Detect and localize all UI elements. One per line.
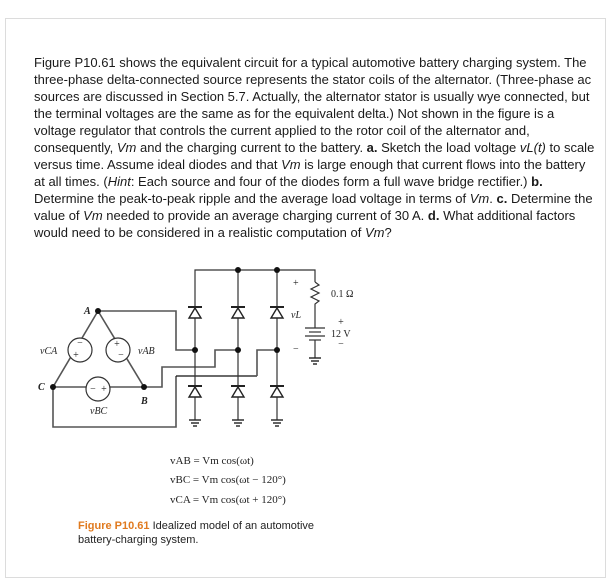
vab-plus: +	[114, 339, 120, 350]
equation-vbc: vBC = Vm cos(ωt − 120°)	[170, 474, 286, 486]
ground-icon	[189, 420, 201, 426]
node-c-label: C	[38, 382, 45, 393]
ground-icon	[271, 420, 283, 426]
diode-icon	[231, 307, 245, 318]
caption-label: Figure P10.61	[78, 520, 150, 532]
node-b-label: B	[141, 396, 148, 407]
battery-minus: −	[338, 339, 344, 350]
caption-text: Idealized model of an automotive battery-charging system.	[78, 520, 315, 546]
vbc-label: vBC	[90, 406, 108, 417]
vca-label: vCA	[40, 346, 58, 357]
vca-minus: −	[77, 338, 83, 349]
node-a-label: A	[84, 306, 91, 317]
ground-icon	[232, 420, 244, 426]
vbc-minus: −	[90, 384, 96, 395]
vl-plus: +	[293, 278, 299, 289]
battery-plus: +	[338, 317, 344, 328]
diode-icon	[270, 307, 284, 318]
vl-minus: −	[293, 344, 299, 355]
vl-label: vL	[291, 310, 301, 321]
vab-label: vAB	[138, 346, 155, 357]
diode-icon	[231, 386, 245, 397]
vbc-plus: +	[101, 384, 107, 395]
figure-caption	[78, 519, 338, 547]
battery-label: 12 V	[331, 329, 351, 340]
equation-vab: vAB = Vm cos(ωt)	[170, 455, 254, 467]
vab-minus: −	[118, 350, 124, 361]
diode-icon	[188, 386, 202, 397]
ground-icon	[309, 358, 321, 364]
resistor-label: 0.1 Ω	[331, 289, 354, 300]
diode-icon	[188, 307, 202, 318]
vca-plus: +	[73, 350, 79, 361]
problem-text: Figure P10.61 shows the equivalent circuit for a typical automotive battery charging system. The three-phase delta-connected source represents the stator coils of the alternator. (Three-phase ac sources are discussed in Section 5.7. Actually, the alternator stator is usually wye connected, but the terminal voltages are the same as for the equivalent delta.) Not shown in the figure is a voltage regulator that controls the current applied to the rotor coil of the alternator and, consequently, Vm and the charging current to the battery. a. Sketch the load voltage vL(t) to scale versus time. Assume ideal diodes and that Vm is large enough that current flows into the battery at all times. (Hint: Each source and four of the diodes form a full wave bridge rectifier.) b. Determine the peak-to-peak ripple and the average load voltage in terms of Vm. c. Determine the value of Vm needed to provide an average charging current of 30 A. d. What additional factors would need to be considered in a realistic computation of Vm?	[34, 55, 595, 240]
diode-icon	[270, 386, 284, 397]
equation-vca: vCA = Vm cos(ωt + 120°)	[170, 494, 286, 506]
